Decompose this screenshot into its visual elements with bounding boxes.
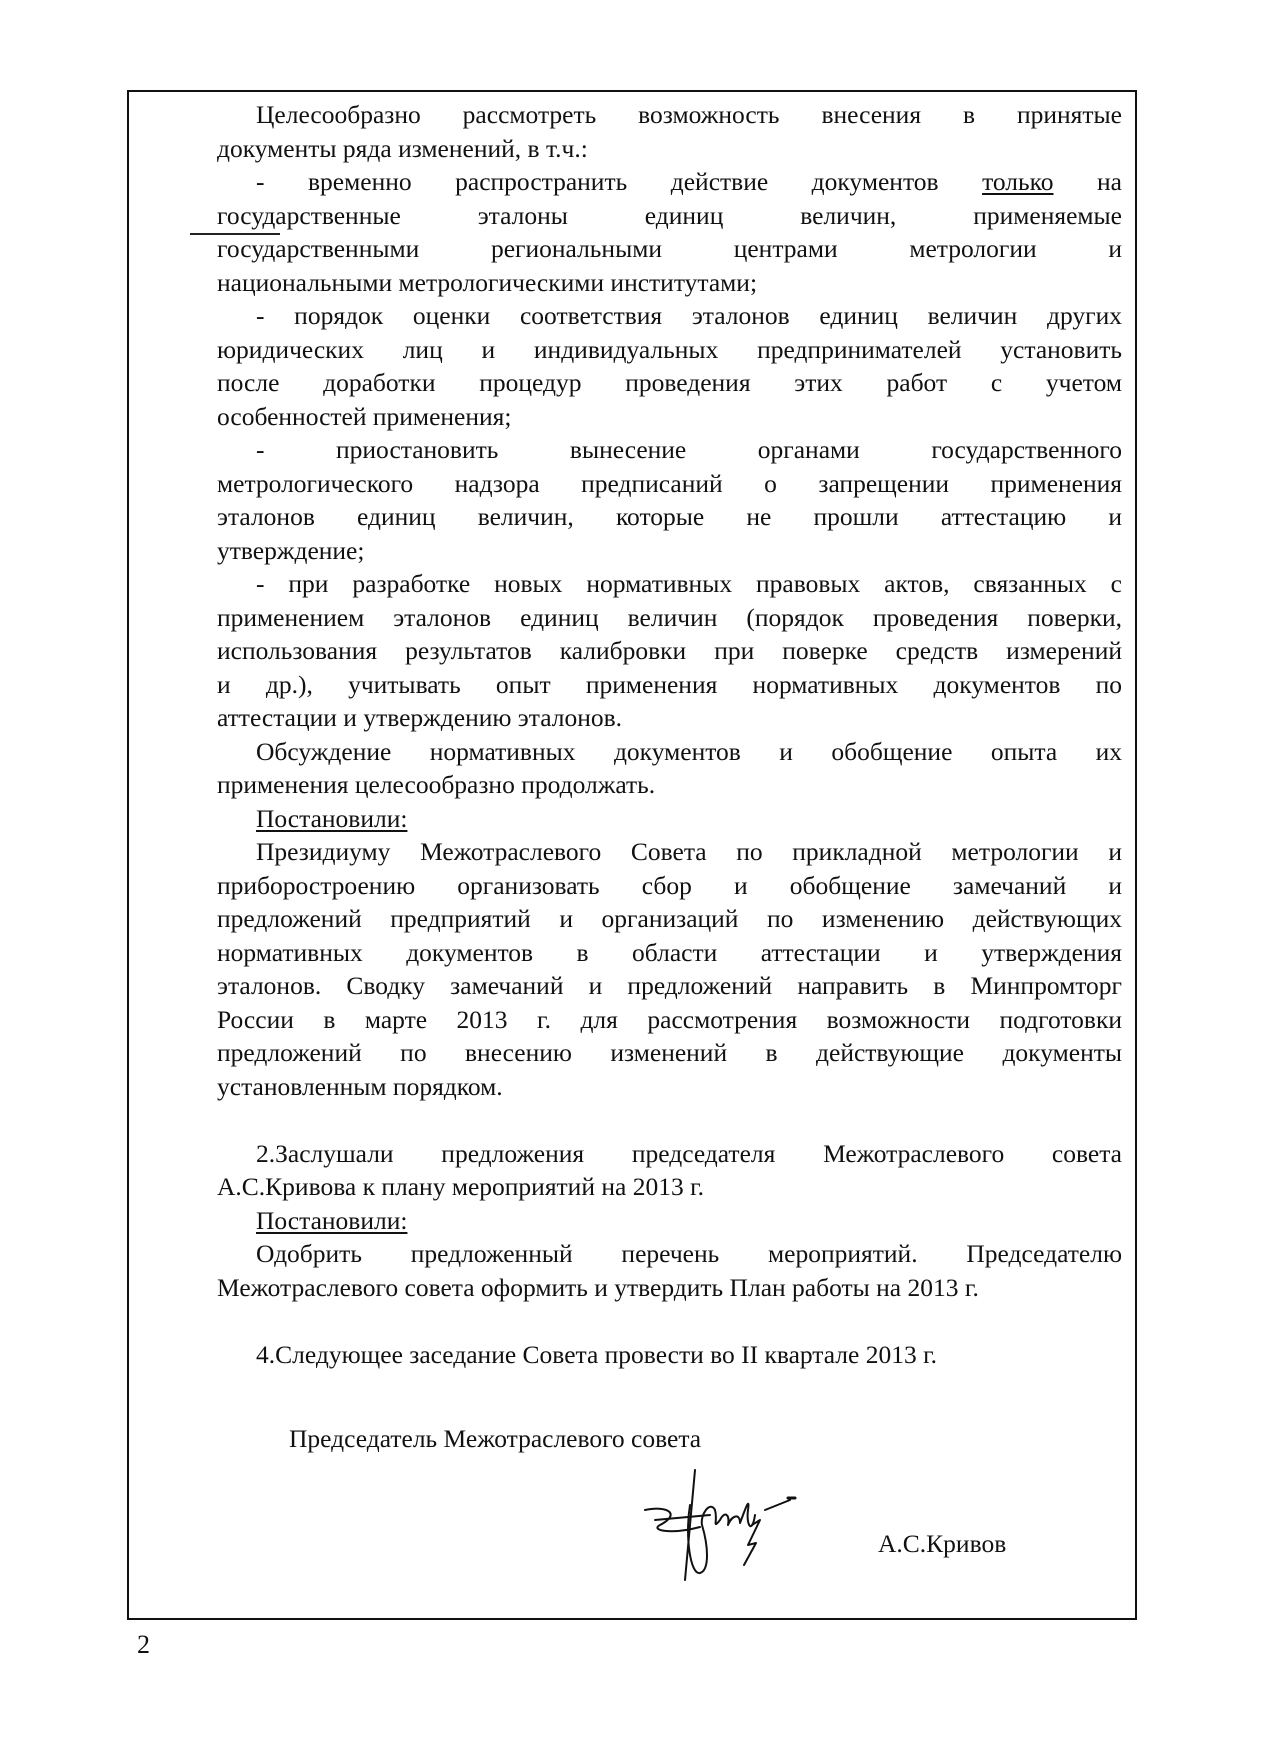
resolution-line-3: предложений предприятий и организаций по изменению действующих — [217, 904, 1122, 933]
signatory-title: Председатель Межотраслевого совета — [289, 1424, 702, 1453]
resolution2-line-1: Одобрить предложенный перечень мероприятий. Председателю — [256, 1239, 1122, 1268]
resolution-line-6: России в марте 2013 г. для рассмотрения возможности подготовки — [217, 1005, 1122, 1034]
item1-line-4: национальными метрологическими институтами; — [217, 268, 758, 297]
item3-line-2: метрологического надзора предписаний о запрещении применения — [217, 469, 1122, 498]
resolution-line-4: нормативных документов в области аттестации и утверждения — [217, 938, 1122, 967]
item2-line-4: особенностей применения; — [217, 402, 512, 431]
resolution-line-1: Президиуму Межотраслевого Совета по прикладной метрологии и — [256, 837, 1122, 866]
item1-line-2: государственные эталоны единиц величин, применяемые — [217, 201, 1122, 230]
item3-line-4: утверждение; — [217, 536, 365, 565]
handwritten-signature-icon — [640, 1465, 820, 1585]
page-number: 2 — [137, 1630, 150, 1659]
item3-line-1: - приостановить вынесение органами государственного — [256, 435, 1122, 464]
intro-line-1: Целесообразно рассмотреть возможность внесения в принятые — [256, 100, 1122, 129]
item4-line-2: применением эталонов единиц величин (порядок проведения поверки, — [217, 603, 1122, 632]
resolved-heading-1 — [256, 802, 1122, 836]
item1-line-3: государственными региональными центрами метрологии и — [217, 234, 1122, 263]
heard-line-2: А.С.Кривова к плану мероприятий на 2013 г. — [217, 1172, 705, 1201]
resolved-label: Постановили: — [256, 1206, 408, 1235]
next-meeting-line: 4.Следующее заседание Совета провести во II квартале 2013 г. — [256, 1340, 938, 1369]
item1-line-1-text: - временно распространить действие документов только на — [256, 167, 1122, 196]
resolution-line-7: предложений по внесению изменений в действующие документы — [217, 1038, 1122, 1067]
heard-line-1: 2.Заслушали предложения председателя Межотраслевого совета — [256, 1139, 1122, 1168]
resolved-label: Постановили: — [256, 804, 408, 833]
signatory-name: А.С.Кривов — [878, 1529, 1007, 1558]
resolution-line-2: приборостроению организовать сбор и обобщение замечаний и — [217, 871, 1122, 900]
item2-line-2: юридических лиц и индивидуальных предпринимателей установить — [217, 335, 1122, 364]
resolution2-line-2: Межотраслевого совета оформить и утвердить План работы на 2013 г. — [217, 1273, 979, 1302]
item4-line-1: - при разработке новых нормативных правовых актов, связанных с — [256, 569, 1122, 598]
discussion-line-1: Обсуждение нормативных документов и обобщение опыта их — [256, 737, 1122, 766]
item4-line-4: и др.), учитывать опыт применения нормативных документов по — [217, 670, 1122, 699]
discussion-line-2: применения целесообразно продолжать. — [217, 770, 656, 799]
resolution-line-8: установленным порядком. — [217, 1072, 503, 1101]
item3-line-3: эталонов единиц величин, которые не прошли аттестацию и — [217, 502, 1122, 531]
item4-line-3: использования результатов калибровки при поверке средств измерений — [217, 636, 1122, 665]
resolved-heading-2 — [256, 1204, 1122, 1238]
intro-line-2: документы ряда изменений, в т.ч.: — [217, 134, 588, 163]
resolution-line-5: эталонов. Сводку замечаний и предложений направить в Минпромторг — [217, 971, 1122, 1000]
item4-line-5: аттестации и утверждению эталонов. — [217, 703, 623, 732]
item2-line-3: после доработки процедур проведения этих работ с учетом — [217, 368, 1122, 397]
item1-line-1 — [256, 165, 1122, 199]
item2-line-1: - порядок оценки соответствия эталонов единиц величин других — [256, 301, 1122, 330]
underlined-word: только — [982, 167, 1054, 196]
